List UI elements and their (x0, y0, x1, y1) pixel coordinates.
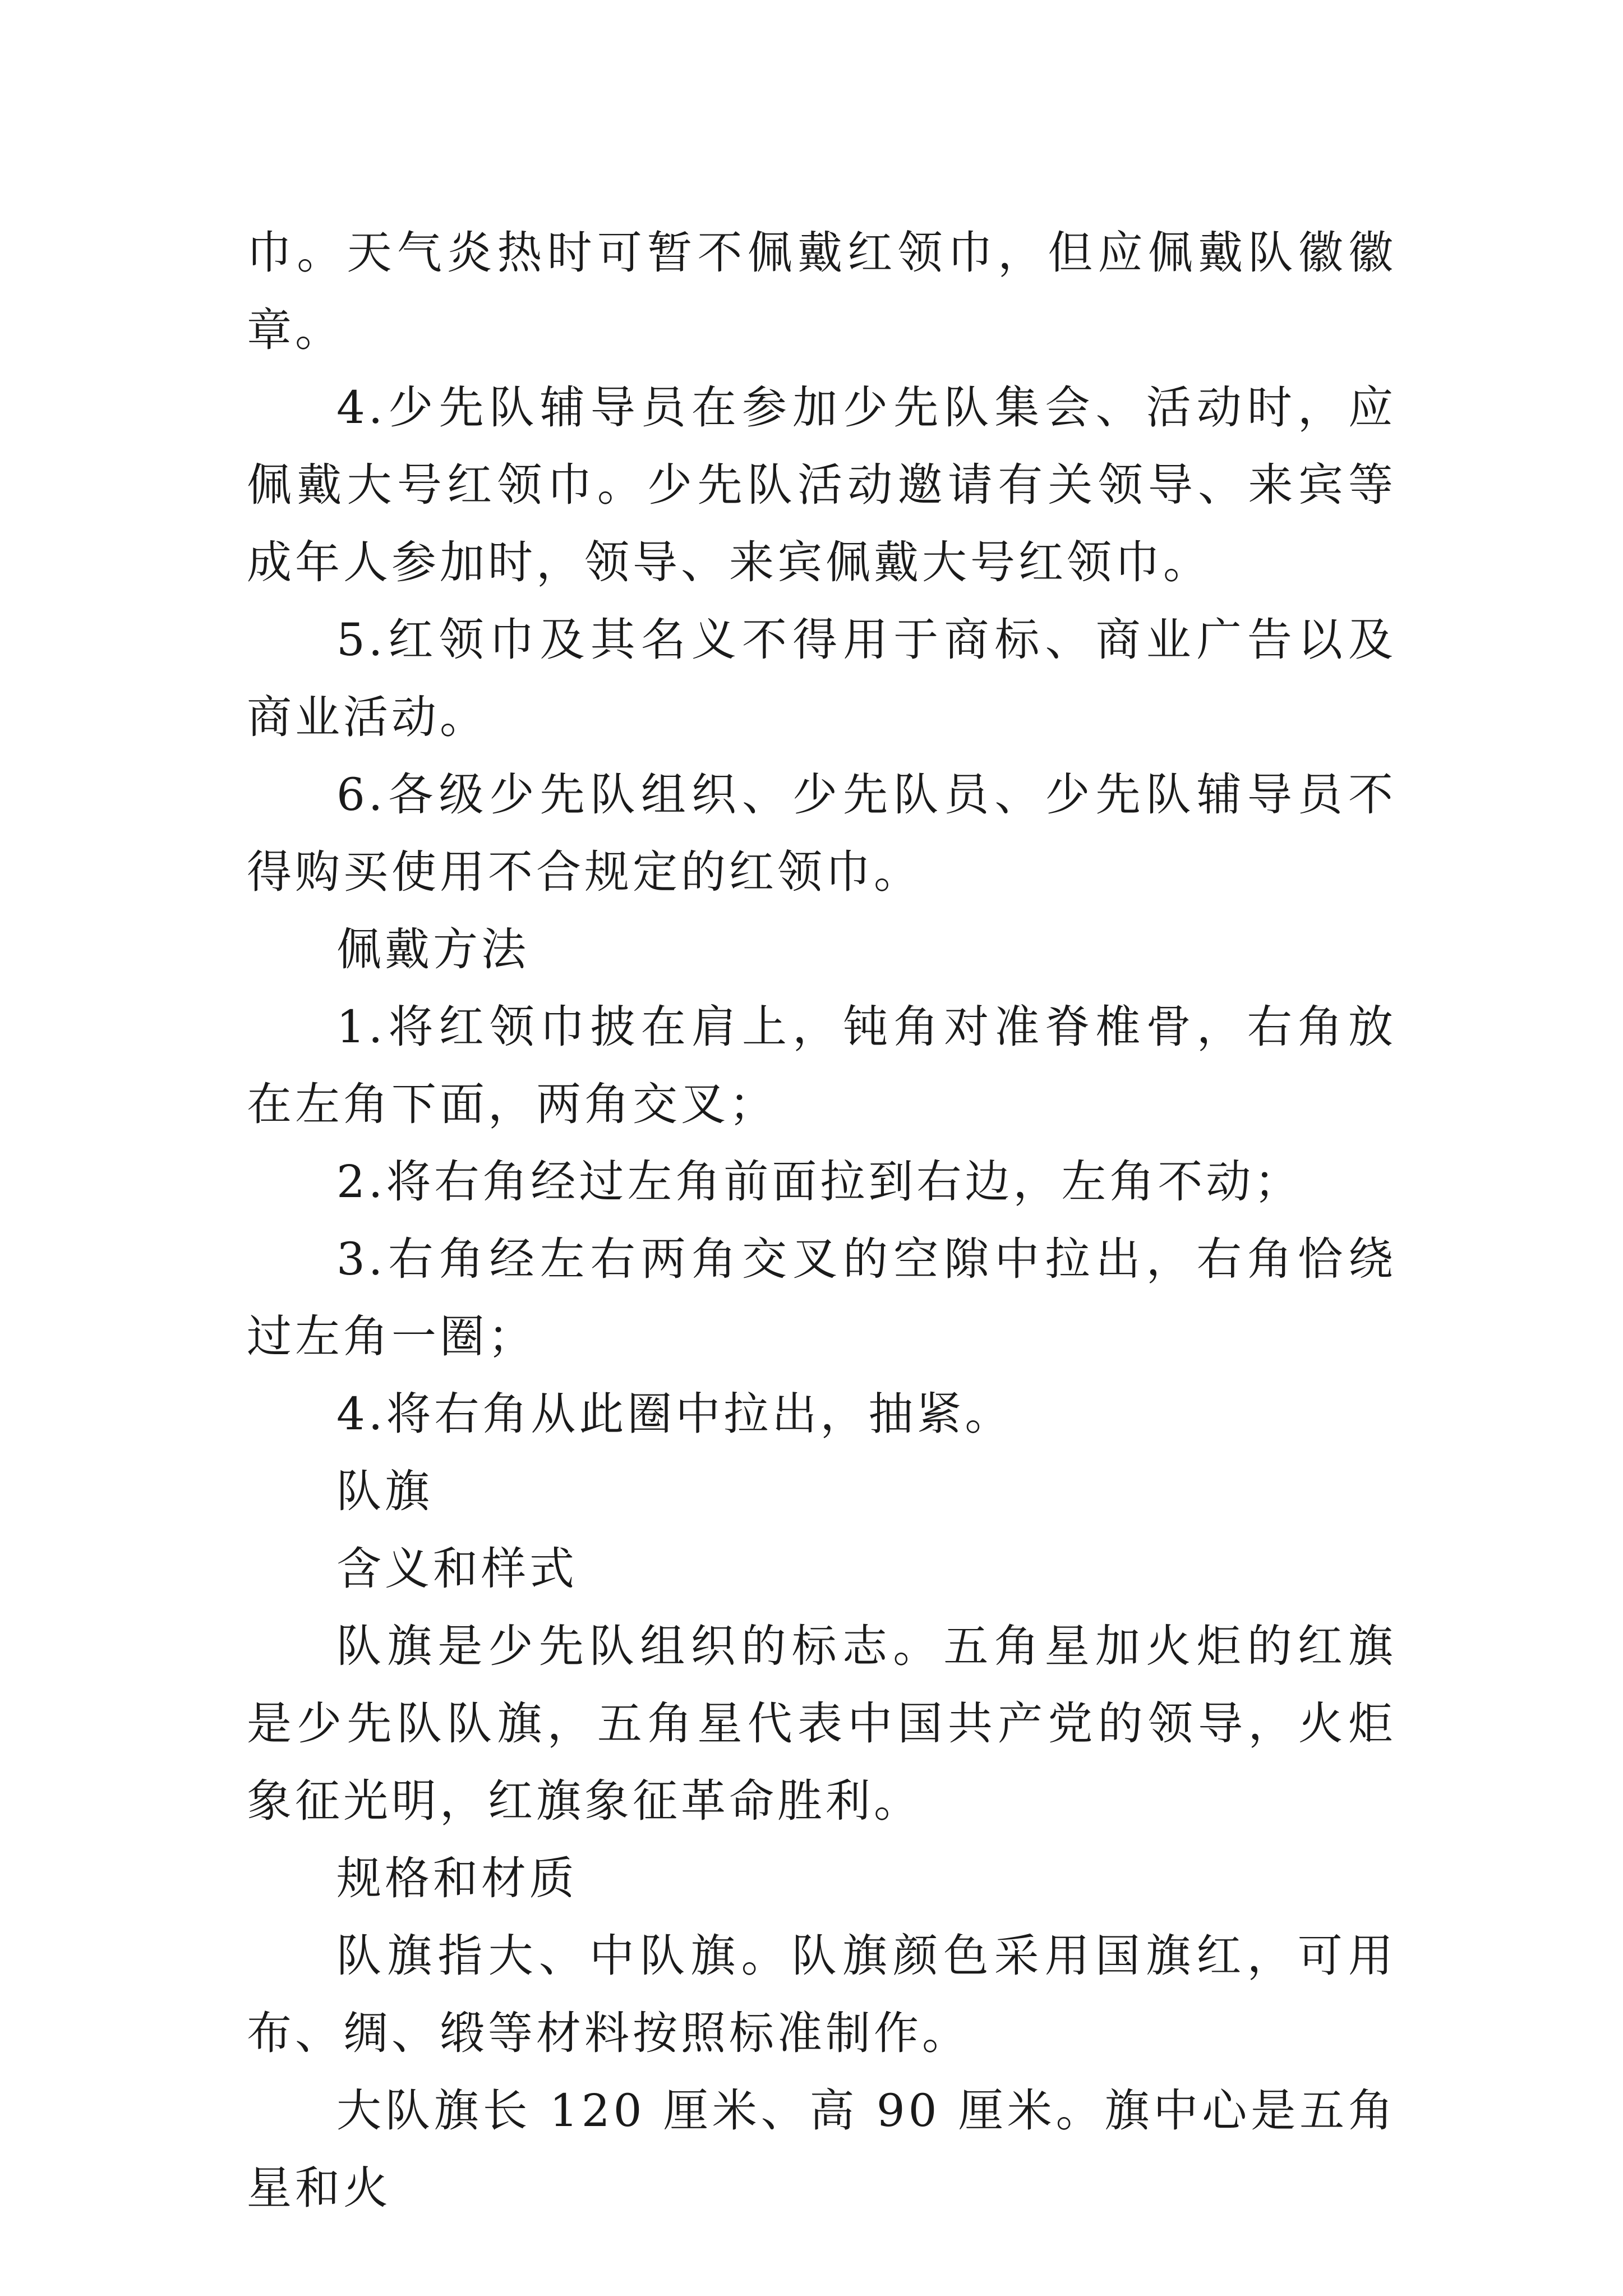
section-heading: 含义和样式 (336, 1543, 578, 1595)
paragraph: 大队旗长 120 厘米、高 90 厘米。旗中心是五角星和火 (247, 2085, 1396, 2214)
paragraph: 6.各级少先队组织、少先队员、少先队辅导员不得购买使用不合规定的红领巾。 (247, 769, 1396, 898)
paragraph: 4.将右角从此圈中拉出，抽紧。 (336, 1388, 1013, 1440)
paragraph: 巾。天气炎热时可暂不佩戴红领巾，但应佩戴队徽徽章。 (247, 227, 1396, 356)
section-heading: 规格和材质 (336, 1852, 578, 1904)
paragraph: 5.红领巾及其名义不得用于商标、商业广告以及商业活动。 (247, 614, 1396, 743)
section-heading: 队旗 (336, 1465, 433, 1517)
paragraph: 队旗指大、中队旗。队旗颜色采用国旗红，可用布、绸、缎等材料按照标准制作。 (247, 1930, 1396, 2059)
document-body (247, 214, 1396, 2227)
paragraph: 4.少先队辅导员在参加少先队集会、活动时，应佩戴大号红领巾。少先队活动邀请有关领导、来宾等成年人参加时，领导、来宾佩戴大号红领巾。 (247, 381, 1396, 588)
paragraph: 队旗是少先队组织的标志。五角星加火炬的红旗是少先队队旗，五角星代表中国共产党的领导，火炬象征光明，红旗象征革命胜利。 (247, 1620, 1396, 1827)
paragraph: 1.将红领巾披在肩上，钝角对准脊椎骨，右角放在左角下面，两角交叉； (247, 1001, 1396, 1130)
paragraph: 3.右角经左右两角交叉的空隙中拉出，右角恰绕过左角一圈； (247, 1233, 1396, 1363)
section-heading: 佩戴方法 (336, 923, 529, 976)
paragraph: 2.将右角经过左角前面拉到右边，左角不动； (336, 1156, 1303, 1208)
